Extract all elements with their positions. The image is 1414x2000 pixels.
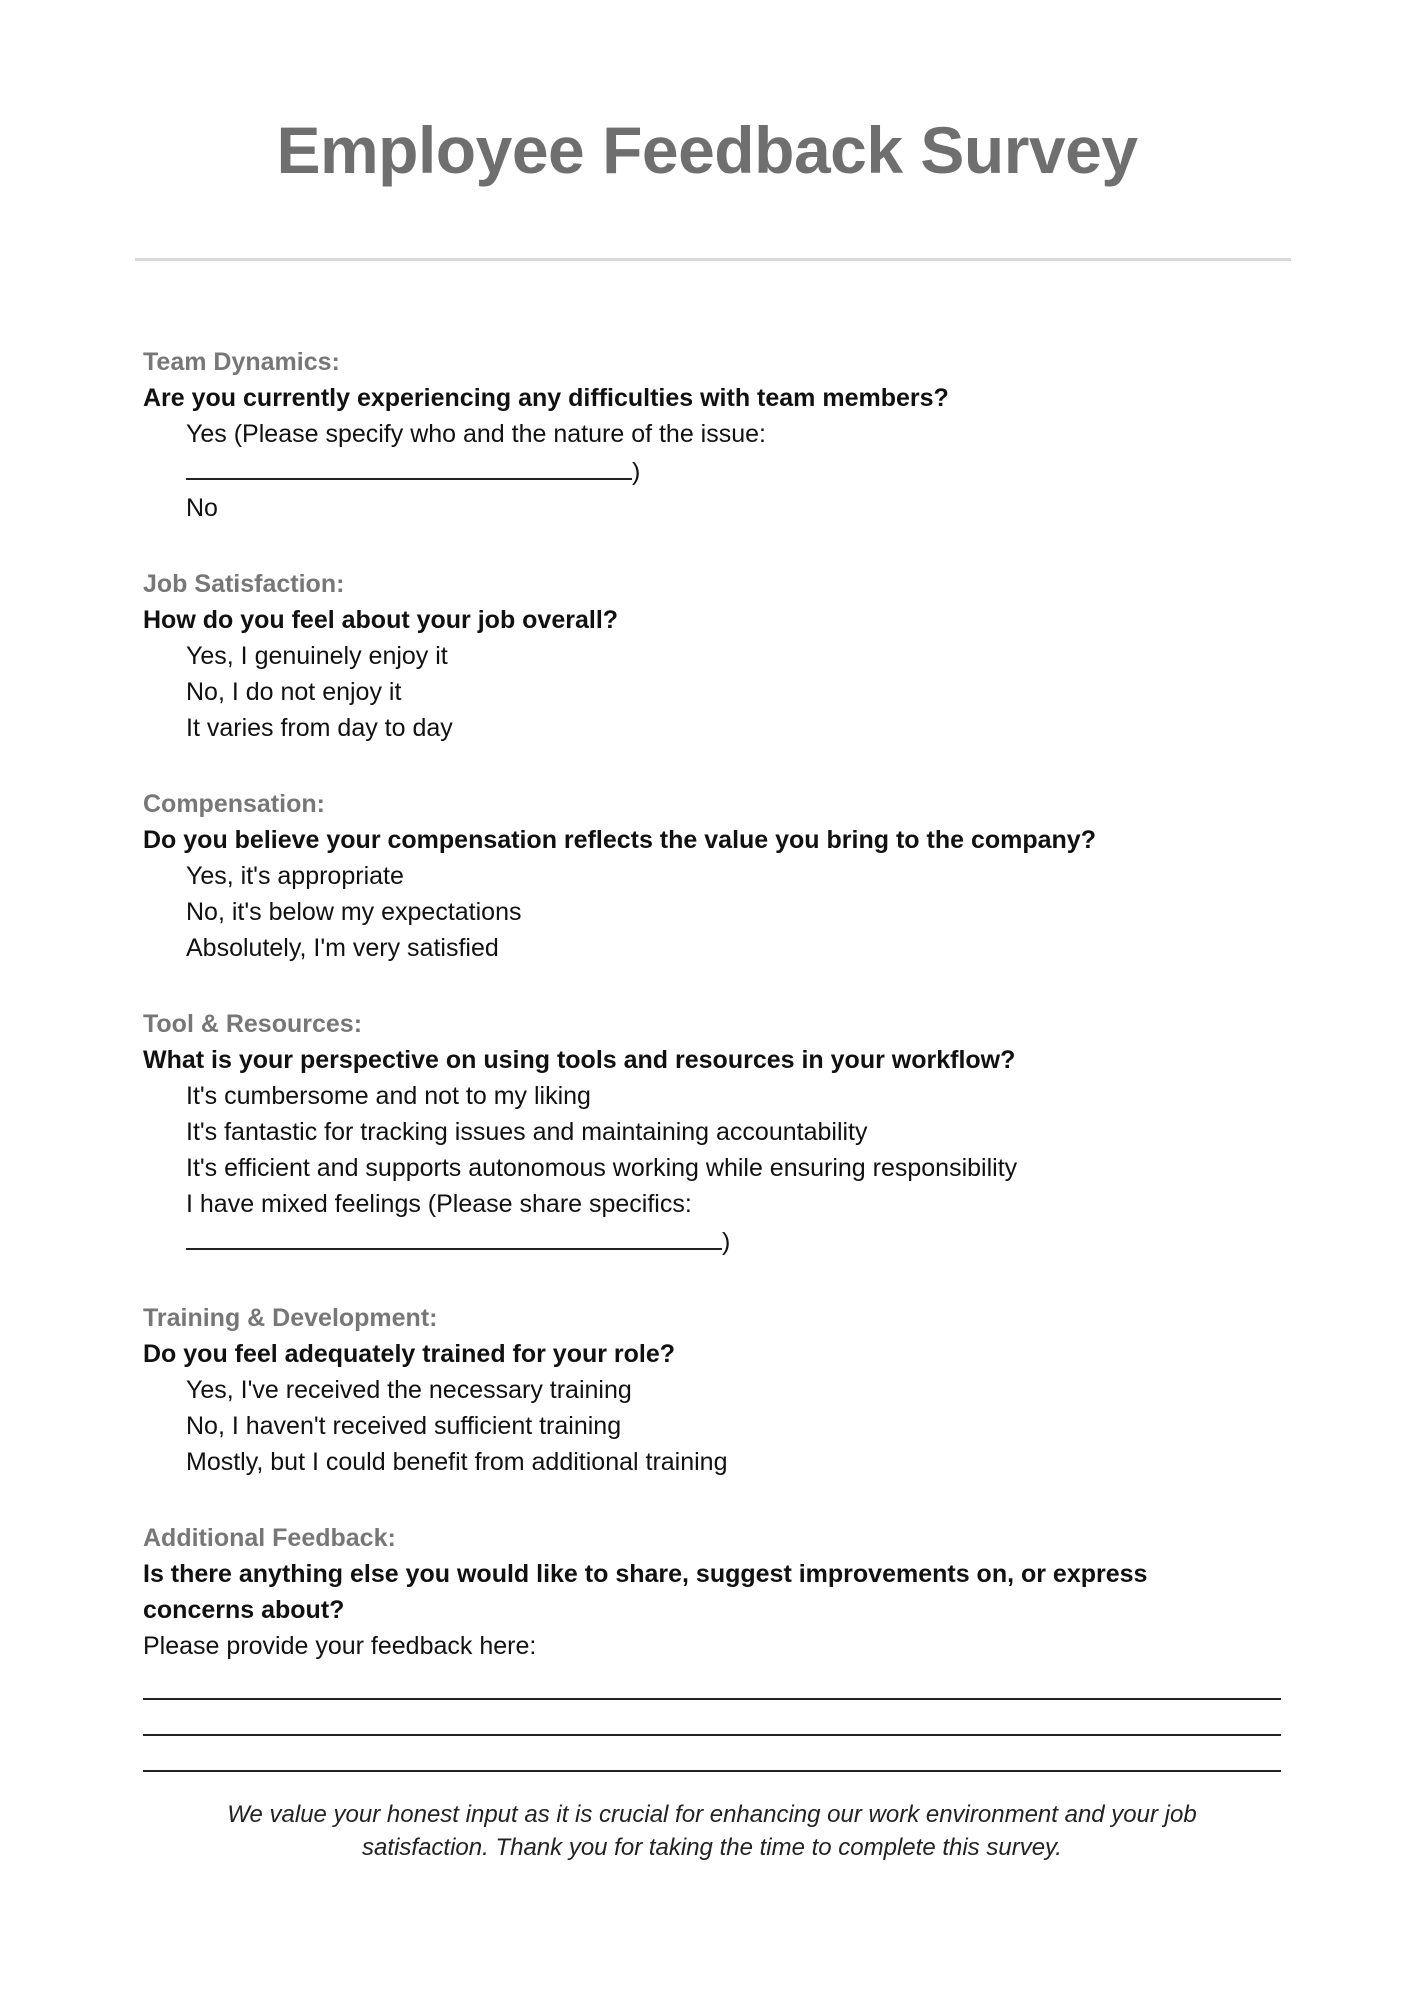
question: Do you feel adequately trained for your role? xyxy=(143,1340,676,1368)
feedback-line-1[interactable] xyxy=(143,1664,1281,1700)
option[interactable]: I have mixed feelings (Please share specifics: xyxy=(186,1190,692,1218)
option[interactable]: No, I do not enjoy it xyxy=(186,678,402,706)
close-paren: ) xyxy=(722,1228,731,1256)
tools-specifics-input[interactable] xyxy=(186,1222,722,1250)
section-compensation xyxy=(143,786,1293,966)
section-label: Team Dynamics: xyxy=(143,348,340,376)
feedback-prompt: Please provide your feedback here: xyxy=(143,1632,537,1660)
section-label: Additional Feedback: xyxy=(143,1524,396,1552)
section-job-satisfaction xyxy=(143,566,1293,746)
question: Are you currently experiencing any difficulties with team members? xyxy=(143,384,949,412)
tools-specifics-blank-row xyxy=(143,1222,1293,1260)
section-tools-resources xyxy=(143,1006,1293,1260)
question: Is there anything else you would like to share, suggest improvements on, or express concerns about? xyxy=(143,1560,1148,1624)
option[interactable]: Yes, I've received the necessary training xyxy=(186,1376,632,1404)
option[interactable]: No, it's below my expectations xyxy=(186,898,522,926)
section-training xyxy=(143,1300,1293,1480)
section-label: Job Satisfaction: xyxy=(143,570,345,598)
option[interactable]: It varies from day to day xyxy=(186,714,453,742)
option[interactable]: Absolutely, I'm very satisfied xyxy=(186,934,499,962)
question: How do you feel about your job overall? xyxy=(143,606,619,634)
section-label: Tool & Resources: xyxy=(143,1010,363,1038)
option[interactable]: It's fantastic for tracking issues and maintaining accountability xyxy=(186,1118,868,1146)
question: What is your perspective on using tools and resources in your workflow? xyxy=(143,1046,1016,1074)
option[interactable]: Yes, I genuinely enjoy it xyxy=(186,642,448,670)
team-issue-blank-row xyxy=(143,452,1293,490)
title-divider xyxy=(135,258,1291,261)
option[interactable]: It's efficient and supports autonomous working while ensuring responsibility xyxy=(186,1154,1018,1182)
question: Do you believe your compensation reflects the value you bring to the company? xyxy=(143,826,1096,854)
option-yes[interactable]: Yes (Please specify who and the nature of the issue: xyxy=(186,420,766,448)
close-paren: ) xyxy=(632,458,641,486)
feedback-line-3[interactable] xyxy=(143,1736,1281,1772)
section-additional-feedback xyxy=(143,1520,1293,1772)
option[interactable]: It's cumbersome and not to my liking xyxy=(186,1082,591,1110)
section-label: Compensation: xyxy=(143,790,325,818)
option-no[interactable]: No xyxy=(186,494,218,522)
closing-note: We value your honest input as it is crucial for enhancing our work environment and your job satisfaction. Thank you for taking the time to complete this survey. xyxy=(227,1801,1197,1861)
option[interactable]: Mostly, but I could benefit from additional training xyxy=(186,1448,728,1476)
option[interactable]: Yes, it's appropriate xyxy=(186,862,404,890)
option[interactable]: No, I haven't received sufficient training xyxy=(186,1412,622,1440)
section-label: Training & Development: xyxy=(143,1304,438,1332)
page-title: Employee Feedback Survey xyxy=(276,113,1138,187)
section-team-dynamics xyxy=(143,344,1293,526)
team-issue-input[interactable] xyxy=(186,452,632,480)
feedback-line-2[interactable] xyxy=(143,1700,1281,1736)
survey-body xyxy=(143,344,1293,1812)
